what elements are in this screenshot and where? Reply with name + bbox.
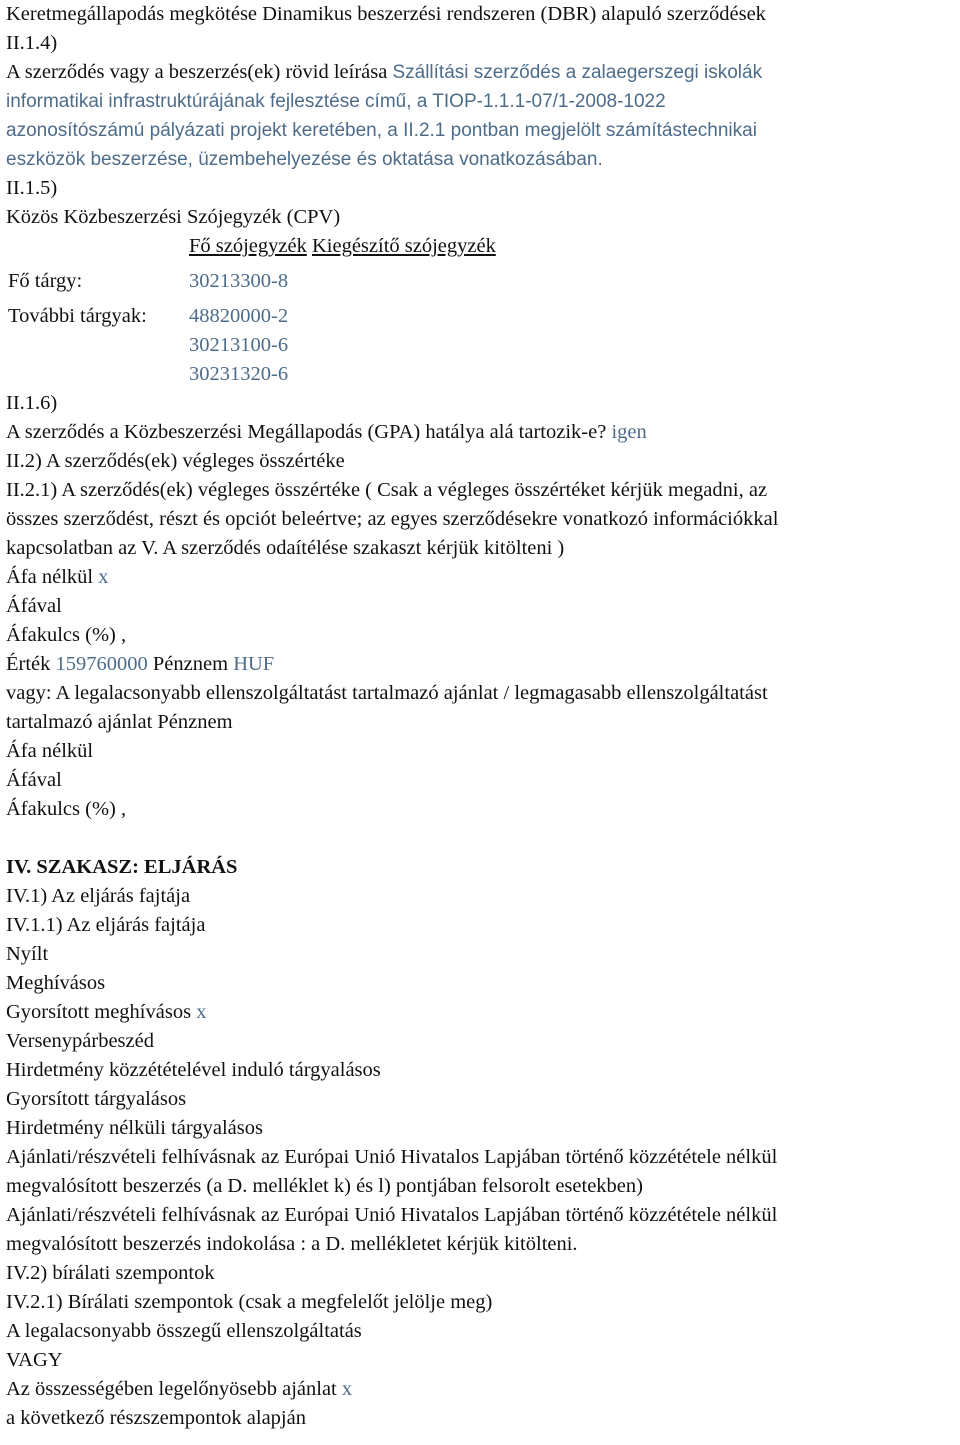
vat-without-label: Áfa nélkül: [6, 566, 94, 588]
cpv-additional-row: [5, 296, 499, 389]
total-value-text: kapcsolatban az V. A szerződés odaítélése szakaszt kérjük kitölteni ): [6, 537, 565, 559]
procedure-option: Gyorsított tárgyalásos: [6, 1088, 187, 1110]
section-title: IV. SZAKASZ: ELJÁRÁS: [6, 856, 238, 878]
criteria-option: A legalacsonyabb összegű ellenszolgáltatás: [6, 1320, 362, 1342]
procedure-option: Hirdetmény közzétételével induló tárgyalásos: [6, 1059, 381, 1081]
procedure-option-selected: [6, 998, 954, 1027]
gpa-question: A szerződés a Közbeszerzési Megállapodás (GPA) hatálya alá tartozik-e?: [6, 421, 612, 443]
cpv-main-code: 30213300-8: [189, 270, 289, 292]
procedure-option: Nyílt: [6, 943, 49, 965]
vat-rate-line: Áfakulcs (%) ,: [6, 624, 127, 646]
section-heading: II.1.5): [6, 177, 58, 199]
gpa-answer: igen: [611, 421, 647, 443]
selected-mark: x: [341, 1378, 353, 1400]
criteria-option-selected: [6, 1375, 954, 1404]
short-description: [6, 58, 954, 87]
cpv-main-label: Fő tárgy:: [8, 270, 83, 292]
section-heading: IV.2) bírálati szempontok: [6, 1262, 215, 1284]
section-heading: II.2) A szerződés(ek) végleges összértéke: [6, 450, 345, 472]
short-description-value: informatikai infrastruktúrájának fejlesztése című, a TIOP-1.1.1-07/1-2008-1022: [6, 91, 666, 112]
criteria-sub: a következő részszempontok alapján: [6, 1407, 306, 1429]
cpv-additional-code: 30231320-6: [189, 363, 289, 385]
cpv-additional-label: További tárgyak:: [8, 305, 147, 327]
procedure-option: Ajánlati/részvételi felhívásnak az Európai Unió Hivatalos Lapjában történő közzététele nélkül: [6, 1204, 778, 1226]
total-value-text: összes szerződést, részt és opciót beleértve; az egyes szerződésekre vonatkozó információkkal: [6, 508, 779, 530]
procedure-option: Meghívásos: [6, 972, 106, 994]
cpv-main-row: [5, 261, 499, 296]
gpa-line: [6, 418, 954, 447]
section-heading: II.1.4): [6, 32, 58, 54]
procedure-option: megvalósított beszerzés indokolása : a D. mellékletet kérjük kitölteni.: [6, 1233, 578, 1255]
section-heading: IV.1.1) Az eljárás fajtája: [6, 914, 206, 936]
total-value-text: II.2.1) A szerződés(ek) végleges összértéke ( Csak a végleges összértéket kérjük megadni, az: [6, 479, 768, 501]
procedure-option: Versenypárbeszéd: [6, 1030, 154, 1052]
vat-with-line: Áfával: [6, 595, 62, 617]
vat-with-line: Áfával: [6, 769, 62, 791]
intro-line: Keretmegállapodás megkötése Dinamikus beszerzési rendszeren (DBR) alapuló szerződések: [6, 3, 766, 25]
procedure-option: megvalósított beszerzés (a D. melléklet k) és l) pontjában felsorolt esetekben): [6, 1175, 643, 1197]
criteria-or: VAGY: [6, 1349, 63, 1371]
short-description-value: Szállítási szerződés a zalaegerszegi iskolák: [392, 62, 763, 83]
value-line: [6, 650, 954, 679]
procedure-label: Gyorsított meghívásos: [6, 1001, 197, 1023]
value-label: Érték: [6, 653, 56, 675]
cpv-additional-code: 30213100-6: [189, 334, 289, 356]
short-description-label: A szerződés vagy a beszerzés(ek) rövid leírása: [6, 61, 393, 83]
blank-line: [6, 824, 954, 853]
short-description-value: azonosítószámú pályázati projekt keretében, a II.2.1 pontban megjelölt számítástechnikai: [6, 120, 757, 141]
vat-rate-line: Áfakulcs (%) ,: [6, 798, 127, 820]
procedure-option: Hirdetmény nélküli tárgyalásos: [6, 1117, 263, 1139]
criteria-label: Az összességében legelőnyösebb ajánlat: [6, 1378, 342, 1400]
cpv-additional-code: 48820000-2: [189, 305, 289, 327]
cpv-title: Közös Közbeszerzési Szójegyzék (CPV): [6, 206, 341, 228]
vat-without-line: [6, 563, 954, 592]
section-heading: IV.1) Az eljárás fajtája: [6, 885, 191, 907]
offer-range-text: tartalmazó ajánlat Pénznem: [6, 711, 233, 733]
vat-without-line: Áfa nélkül: [6, 740, 94, 762]
currency-value: HUF: [233, 653, 275, 675]
cpv-header-row: [5, 232, 499, 261]
cpv-header-supplementary: Kiegészítő szójegyzék: [311, 235, 496, 257]
cpv-header-main: Fő szójegyzék: [189, 235, 307, 257]
section-heading: II.1.6): [6, 392, 58, 414]
offer-range-text: vagy: A legalacsonyabb ellenszolgáltatást tartalmazó ajánlat / legmagasabb ellenszolgáltatást: [6, 682, 768, 704]
currency-label: Pénznem: [147, 653, 234, 675]
short-description-value: eszközök beszerzése, üzembehelyezése és oktatása vonatkozásában.: [6, 149, 603, 170]
value-amount: 159760000: [55, 653, 148, 675]
cpv-table: [5, 232, 499, 389]
selected-mark: x: [98, 566, 109, 588]
procedure-option: Ajánlati/részvételi felhívásnak az Európai Unió Hivatalos Lapjában történő közzététele nélkül: [6, 1146, 778, 1168]
selected-mark: x: [196, 1001, 207, 1023]
section-heading: IV.2.1) Bírálati szempontok (csak a megfelelőt jelölje meg): [6, 1291, 493, 1313]
